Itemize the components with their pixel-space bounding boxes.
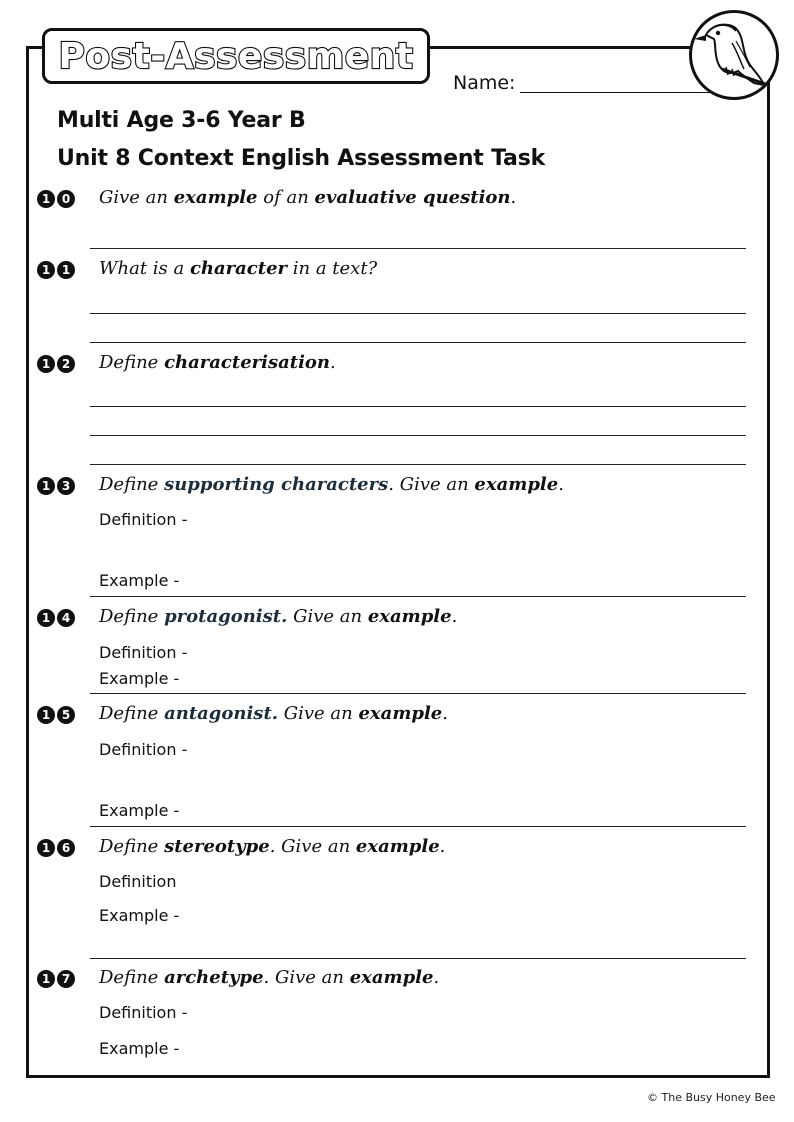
question-13-text: Define supporting characters. Give an example. bbox=[99, 474, 564, 495]
definition-label: Definition - bbox=[99, 1003, 188, 1022]
answer-line[interactable] bbox=[90, 826, 746, 827]
example-label: Example - bbox=[99, 669, 180, 688]
number-digit: 2 bbox=[57, 355, 75, 373]
heading-year: Multi Age 3-6 Year B bbox=[57, 108, 306, 133]
name-input-line[interactable] bbox=[520, 92, 710, 93]
kookaburra-bird-icon bbox=[692, 13, 776, 97]
number-digit: 1 bbox=[37, 706, 55, 724]
number-digit: 1 bbox=[37, 839, 55, 857]
number-digit: 6 bbox=[57, 839, 75, 857]
question-number-15 bbox=[37, 706, 75, 724]
question-17-text: Define archetype. Give an example. bbox=[99, 967, 440, 988]
definition-label: Definition bbox=[99, 872, 177, 891]
kookaburra-badge bbox=[689, 10, 779, 100]
number-digit: 1 bbox=[37, 190, 55, 208]
answer-line[interactable] bbox=[90, 464, 746, 465]
number-digit: 1 bbox=[37, 477, 55, 495]
heading-unit: Unit 8 Context English Assessment Task bbox=[57, 146, 546, 171]
answer-line[interactable] bbox=[90, 406, 746, 407]
number-digit: 4 bbox=[57, 609, 75, 627]
number-digit: 5 bbox=[57, 706, 75, 724]
page-title: Post-Assessment bbox=[58, 36, 414, 77]
question-number-11 bbox=[37, 261, 75, 279]
number-digit: 1 bbox=[37, 261, 55, 279]
number-digit: 1 bbox=[37, 970, 55, 988]
question-number-16 bbox=[37, 839, 75, 857]
example-label: Example - bbox=[99, 571, 180, 590]
copyright-footer: © The Busy Honey Bee bbox=[647, 1091, 776, 1104]
example-label: Example - bbox=[99, 1039, 180, 1058]
answer-line[interactable] bbox=[90, 342, 746, 343]
answer-line[interactable] bbox=[90, 248, 746, 249]
number-digit: 0 bbox=[57, 190, 75, 208]
question-number-14 bbox=[37, 609, 75, 627]
answer-line[interactable] bbox=[90, 958, 746, 959]
number-digit: 7 bbox=[57, 970, 75, 988]
question-16-text: Define stereotype. Give an example. bbox=[99, 836, 446, 857]
name-label: Name: bbox=[453, 72, 516, 94]
definition-label: Definition - bbox=[99, 510, 188, 529]
answer-line[interactable] bbox=[90, 435, 746, 436]
question-11-text: What is a character in a text? bbox=[99, 258, 378, 279]
title-outline bbox=[51, 31, 421, 81]
question-12-text: Define characterisation. bbox=[99, 352, 336, 373]
number-digit: 1 bbox=[37, 609, 55, 627]
question-15-text: Define antagonist. Give an example. bbox=[99, 703, 448, 724]
question-14-text: Define protagonist. Give an example. bbox=[99, 606, 458, 627]
number-digit: 1 bbox=[37, 355, 55, 373]
number-digit: 3 bbox=[57, 477, 75, 495]
example-label: Example - bbox=[99, 906, 180, 925]
question-number-13 bbox=[37, 477, 75, 495]
number-digit: 1 bbox=[57, 261, 75, 279]
title-banner bbox=[42, 28, 430, 84]
question-10-text: Give an example of an evaluative question. bbox=[99, 187, 517, 208]
question-number-17 bbox=[37, 970, 75, 988]
answer-line[interactable] bbox=[90, 693, 746, 694]
example-label: Example - bbox=[99, 801, 180, 820]
answer-line[interactable] bbox=[90, 313, 746, 314]
definition-label: Definition - bbox=[99, 740, 188, 759]
question-number-10 bbox=[37, 190, 75, 208]
definition-label: Definition - bbox=[99, 643, 188, 662]
answer-line[interactable] bbox=[90, 596, 746, 597]
question-number-12 bbox=[37, 355, 75, 373]
